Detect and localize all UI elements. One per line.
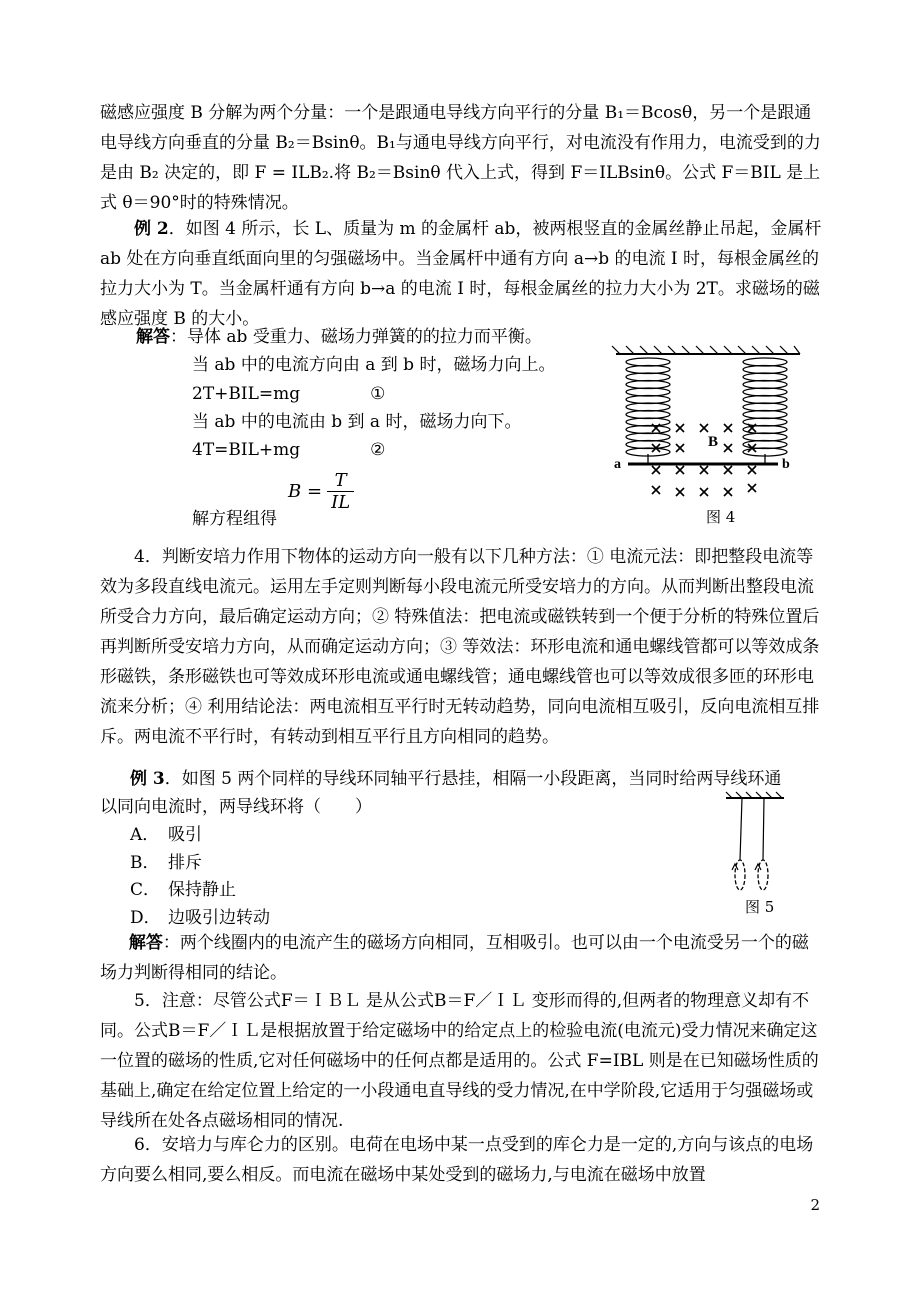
paragraph-5-note: 5．注意：尽管公式F＝ＩＢＬ 是从公式B＝F／ＩＬ 变形而得的,但两者的物理意义却有不同。公式B＝F／ＩＬ是根据放置于给定磁场中的给定点上的检验电流(电流元)受力情况来确定这一位置的磁场的性质,它对任何磁场中的任何点都是适用的。公式 F=IBL 则是在已知磁场性质的基础上,确定在给定位置上给定的一小段通电直导线的受力情况,在中学阶段,它适用于匀强磁场或导线所在处各点磁场相同的情况.: [100, 991, 819, 1131]
solve-text: 解方程组得: [192, 509, 277, 529]
spring-coil: [626, 373, 670, 381]
spring-coil: [626, 433, 670, 441]
option-b: B． 排斥: [130, 853, 202, 873]
field-cross-mark: [724, 424, 732, 432]
field-cross-mark: [676, 444, 684, 452]
option-a: A． 吸引: [130, 825, 202, 845]
formula-b: B = $\frac{T}{IL}$: [288, 470, 354, 513]
label-b: b: [782, 457, 790, 472]
field-cross-mark: [676, 488, 684, 496]
solution-3-paragraph: 解答：两个线圈内的电流产生的磁场方向相同，互相吸引。也可以由一个电流受另一个的磁场力判断得相同的结论。: [100, 933, 809, 983]
option-c: C． 保持静止: [130, 880, 236, 900]
solution-2-line2: 当 ab 中的电流方向由 a 到 b 时，磁场力向上。: [192, 355, 556, 375]
spring-coil: [626, 441, 670, 449]
field-cross-mark: [748, 466, 756, 474]
field-cross-mark: [724, 466, 732, 474]
field-cross-mark: [700, 488, 708, 496]
example-3-label: 例 3: [130, 769, 165, 789]
formula-fraction: $\frac{T}{IL}$: [327, 470, 354, 513]
spring-coil: [626, 396, 670, 404]
ring-right: [758, 860, 768, 890]
spring-coil: [743, 373, 787, 381]
example-2-text: ．如图 4 所示，长 L、质量为 m 的金属杆 ab，被两根竖直的金属丝静止吊起，金属杆 ab 处在方向垂直纸面向里的匀强磁场中。当金属杆中通有方向 a→b 的电流 I 时，每根金属丝的拉力大小为 T。当金属杆通有方向 b→a 的电流 I 时，每根金属丝的拉力大小为 2T。求磁场的磁感应强度 B 的大小。: [100, 219, 822, 329]
spring-coil: [743, 403, 787, 411]
spring-coil: [626, 366, 670, 374]
spring-coil: [626, 418, 670, 426]
field-cross-mark: [676, 424, 684, 432]
solution-2-line3: 当 ab 中的电流由 b 到 a 时，磁场力向下。: [192, 412, 522, 432]
spring-coil: [743, 381, 787, 389]
option-d: D． 边吸引边转动: [130, 908, 270, 928]
equation-1-number: ①: [370, 384, 386, 404]
example-2-paragraph: [100, 214, 822, 334]
field-cross-mark: [748, 484, 756, 492]
label-B: B: [708, 434, 719, 450]
solution-2-line1: 解答：导体 ab 受重力、磁场力弹簧的的拉力而平衡。: [136, 327, 542, 347]
spring-coil: [626, 426, 670, 434]
paragraph-b-decomposition: 磁感应强度 B 分解为两个分量：一个是跟通电导线方向平行的分量 B₁＝Bcosθ，另一个是跟通电导线方向垂直的分量 B₂＝Bsinθ。B₁与通电导线方向平行，对电流没有作用力，电流受到的力是由 B₂ 决定的，即 F = ILB₂.将 B₂＝Bsinθ 代入上式，得到 F＝ILBsinθ。公式 F＝BIL 是上式 θ＝90°时的特殊情况。: [100, 103, 821, 213]
equation-1: 2T+BIL=mg ①: [192, 384, 386, 404]
spring-coil: [626, 411, 670, 419]
spring-coil: [626, 381, 670, 389]
example-3-line1: 例 3．如图 5 两个同样的导线环同轴平行悬挂，相隔一小段距离，当同时给两导线环通: [130, 769, 782, 789]
spring-coil: [743, 388, 787, 396]
figure-4-caption: 图 4: [706, 508, 736, 526]
label-a: a: [614, 457, 621, 472]
equation-2-number: ②: [370, 440, 386, 460]
field-cross-mark: [700, 424, 708, 432]
paragraph-4-methods: 4．判断安培力作用下物体的运动方向一般有以下几种方法：① 电流元法：即把整段电流等效为多段直线电流元。运用左手定则判断每小段电流元所受安培力的方向。从而判断出整段电流所受合力方向，最后确定运动方向；② 特殊值法：把电流或磁铁转到一个便于分析的特殊位置后再判断所受安培力方向，从而确定运动方向；③ 等效法：环形电流和通电螺线管都可以等效成条形磁铁，条形磁铁也可等效成环形电流或通电螺线管；通电螺线管也可以等效成很多匝的环形电流来分析；④ 利用结论法：两电流相互平行时无转动趋势，同向电流相互吸引，反向电流相互排斥。两电流不平行时，有转动到相互平行且方向相同的趋势。: [100, 547, 820, 747]
spring-coil: [743, 358, 787, 366]
spring-right: [743, 358, 787, 464]
spring-coil: [743, 411, 787, 419]
spring-coil: [743, 366, 787, 374]
spring-coil: [626, 388, 670, 396]
thread-right: [763, 798, 764, 860]
spring-left: [626, 358, 670, 464]
figure-5-caption: 图 5: [745, 898, 775, 916]
thread-left: [740, 798, 742, 860]
field-cross-mark: [676, 466, 684, 474]
field-cross-mark: [652, 466, 660, 474]
field-cross-mark: [724, 444, 732, 452]
page-number: 2: [810, 1196, 820, 1214]
figure-4-diagram: [610, 336, 810, 526]
spring-coil: [743, 433, 787, 441]
figure-5-diagram: [722, 790, 792, 900]
field-cross-mark: [652, 486, 660, 494]
solution-3-label: 解答: [128, 933, 163, 953]
equation-2: 4T=BIL+mg ②: [192, 440, 386, 460]
ring-left: [735, 860, 745, 890]
solution-2-label: 解答: [136, 327, 170, 347]
spring-coil: [743, 396, 787, 404]
spring-coil: [626, 358, 670, 366]
spring-coil: [626, 403, 670, 411]
field-cross-mark: [700, 466, 708, 474]
paragraph-6-difference: 6．安培力与库仑力的区别。电荷在电场中某一点受到的库仑力是一定的,方向与该点的电场方向要么相同,要么相反。而电流在磁场中某处受到的磁场力,与电流在磁场中放置: [100, 1135, 814, 1185]
example-2-label: 例 2: [134, 219, 169, 239]
field-cross-mark: [724, 488, 732, 496]
example-3-line2: 以同向电流时，两导线环将（ ）: [100, 797, 372, 817]
